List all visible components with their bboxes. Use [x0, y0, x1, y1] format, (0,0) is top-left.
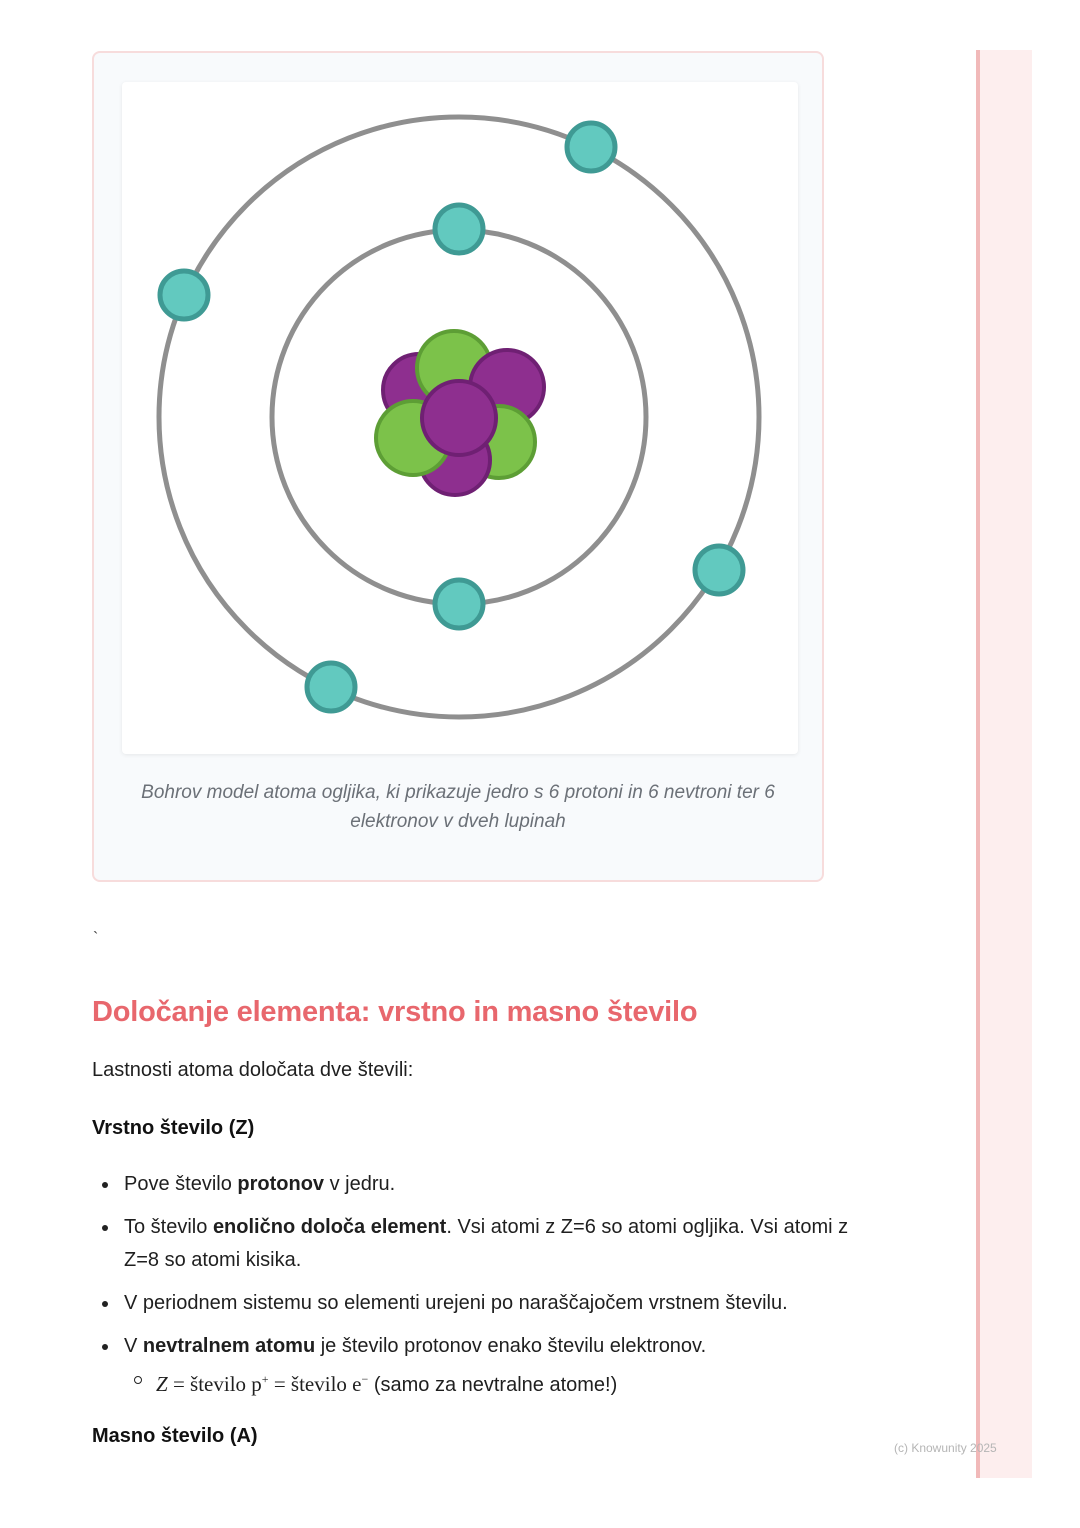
electron	[567, 123, 615, 171]
copyright-footer: (c) Knowunity 2025	[894, 1441, 997, 1455]
electron	[435, 580, 483, 628]
formula-item: Z = število p+ = število e− (samo za nevtralne atome!)	[156, 1363, 884, 1402]
bohr-model-image	[122, 82, 798, 754]
electron	[160, 271, 208, 319]
bold-term: enolično določa element	[212, 1216, 447, 1238]
list-item: V periodnem sistemu so elementi urejeni po naraščajočem vrstnem številu.	[124, 1287, 884, 1320]
bold-term: protonov	[237, 1173, 325, 1195]
proton	[422, 381, 496, 455]
list-item: V nevtralnem atomu je število protonov enako številu elektronov. Z = število p+ = število e− (samo za nevtralne atome!)	[124, 1330, 884, 1402]
atomic-number-list	[92, 1168, 884, 1412]
figure-card	[92, 51, 824, 882]
electron	[435, 205, 483, 253]
list-item: To število enolično določa element. Vsi atomi z Z=6 so atomi ogljika. Vsi atomi z Z=8 so atomi kisika.	[124, 1211, 884, 1277]
nucleus	[376, 331, 544, 495]
bohr-model-diagram	[122, 82, 798, 754]
stray-character: `	[93, 930, 99, 947]
electron	[307, 663, 355, 711]
figure-caption: Bohrov model atoma ogljika, ki prikazuje jedro s 6 protoni in 6 nevtroni ter 6 elektronov v dveh lupinah	[141, 782, 775, 832]
electron	[695, 546, 743, 594]
list-item: Pove število protonov v jedru.	[124, 1168, 884, 1201]
bold-term: nevtralnem atomu	[142, 1335, 316, 1357]
mass-number-heading: Masno število (A)	[92, 1425, 258, 1447]
formula: Z = število p+ = število e−	[156, 1372, 369, 1396]
atomic-number-heading: Vrstno število (Z)	[92, 1117, 255, 1139]
section-title: Določanje elementa: vrstno in masno število	[92, 996, 698, 1028]
neutral-atom-sublist	[124, 1363, 884, 1402]
side-decoration-bar	[976, 50, 1032, 1478]
intro-paragraph: Lastnosti atoma določata dve števili:	[92, 1059, 414, 1081]
